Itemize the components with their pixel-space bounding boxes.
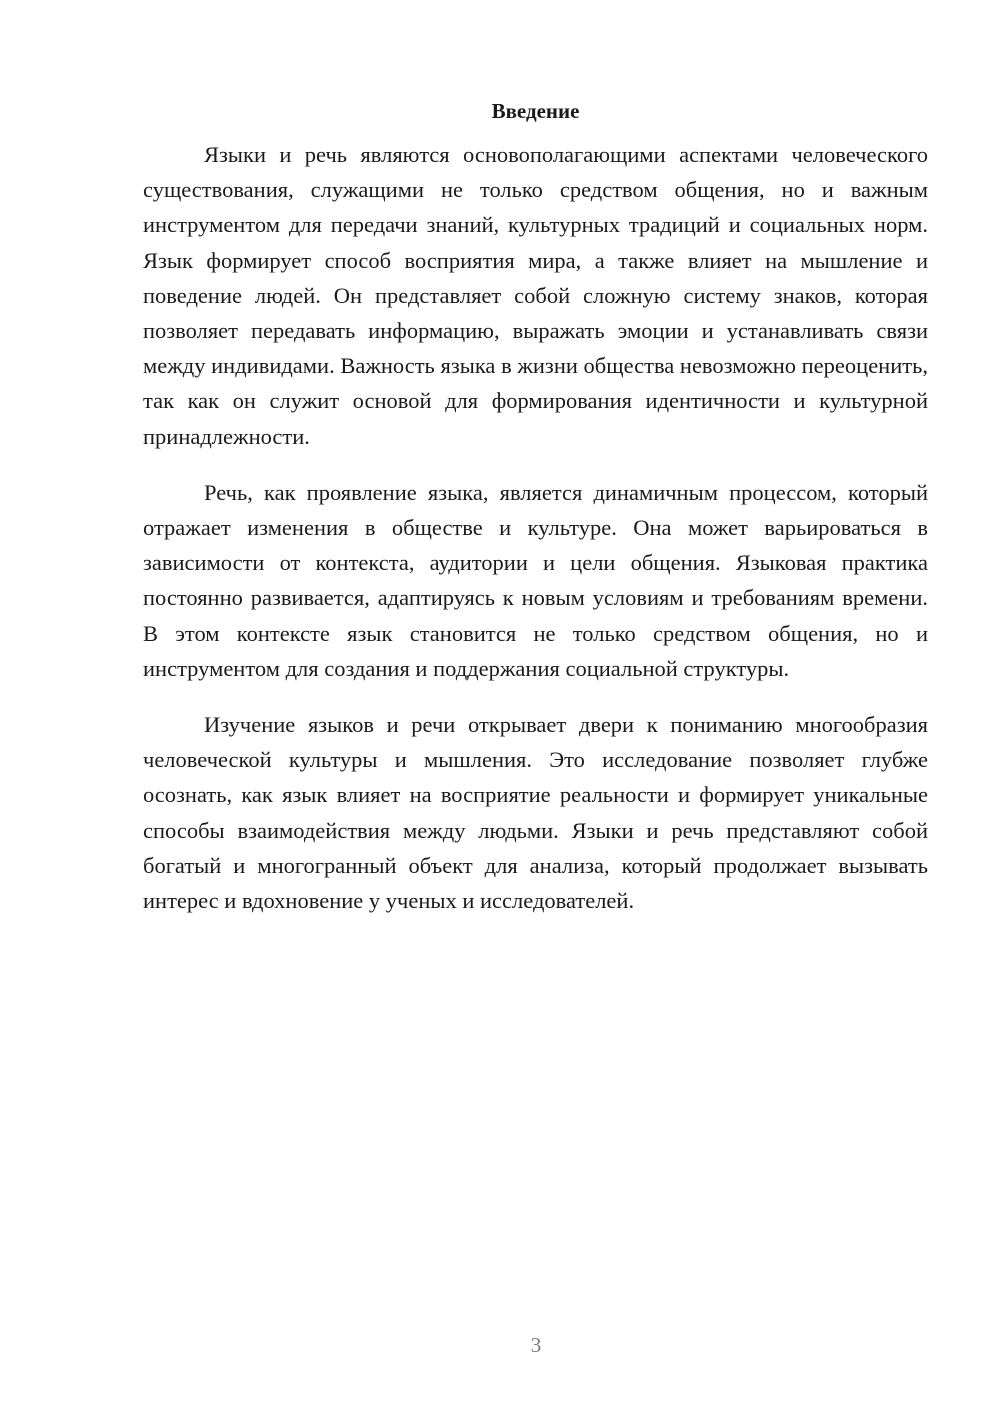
section-title: Введение bbox=[491, 99, 580, 123]
paragraph-2: Речь, как проявление языка, является динамичным процессом, который отражает изменения в обществе и культуре. Она может варьироваться в зависимости от контекста, аудитории и цели общения. Языковая практика постоянно развивается, адаптируясь к новым условиям и требованиям времени. В этом контексте язык становится не только средством общения, но и инструментом для создания и поддержания социальной структуры. bbox=[143, 479, 928, 681]
paragraph-1: Языки и речь являются основополагающими аспектами человеческого существования, служащими не только средством общения, но и важным инструментом для передачи знаний, культурных традиций и социальных норм. Язык формирует способ восприятия мира, а также влияет на мышление и поведение людей. Он представляет собой сложную систему знаков, которая позволяет передавать информацию, выражать эмоции и устанавливать связи между индивидами. Важность языка в жизни общества невозможно переоценить, так как он служит основой для формирования идентичности и культурной принадлежности. bbox=[143, 142, 928, 449]
page-content bbox=[143, 96, 928, 939]
page-number: 3 bbox=[530, 1333, 542, 1357]
paragraph-3: Изучение языков и речи открывает двери к пониманию многообразия человеческой культуры и мышления. Это исследование позволяет глубже осознать, как язык влияет на восприятие реальности и формирует уникальные способы взаимодействия между людьми. Языки и речь представляют собой богатый и многогранный объект для анализа, который продолжает вызывать интерес и вдохновение у ученых и исследователей. bbox=[143, 712, 928, 914]
